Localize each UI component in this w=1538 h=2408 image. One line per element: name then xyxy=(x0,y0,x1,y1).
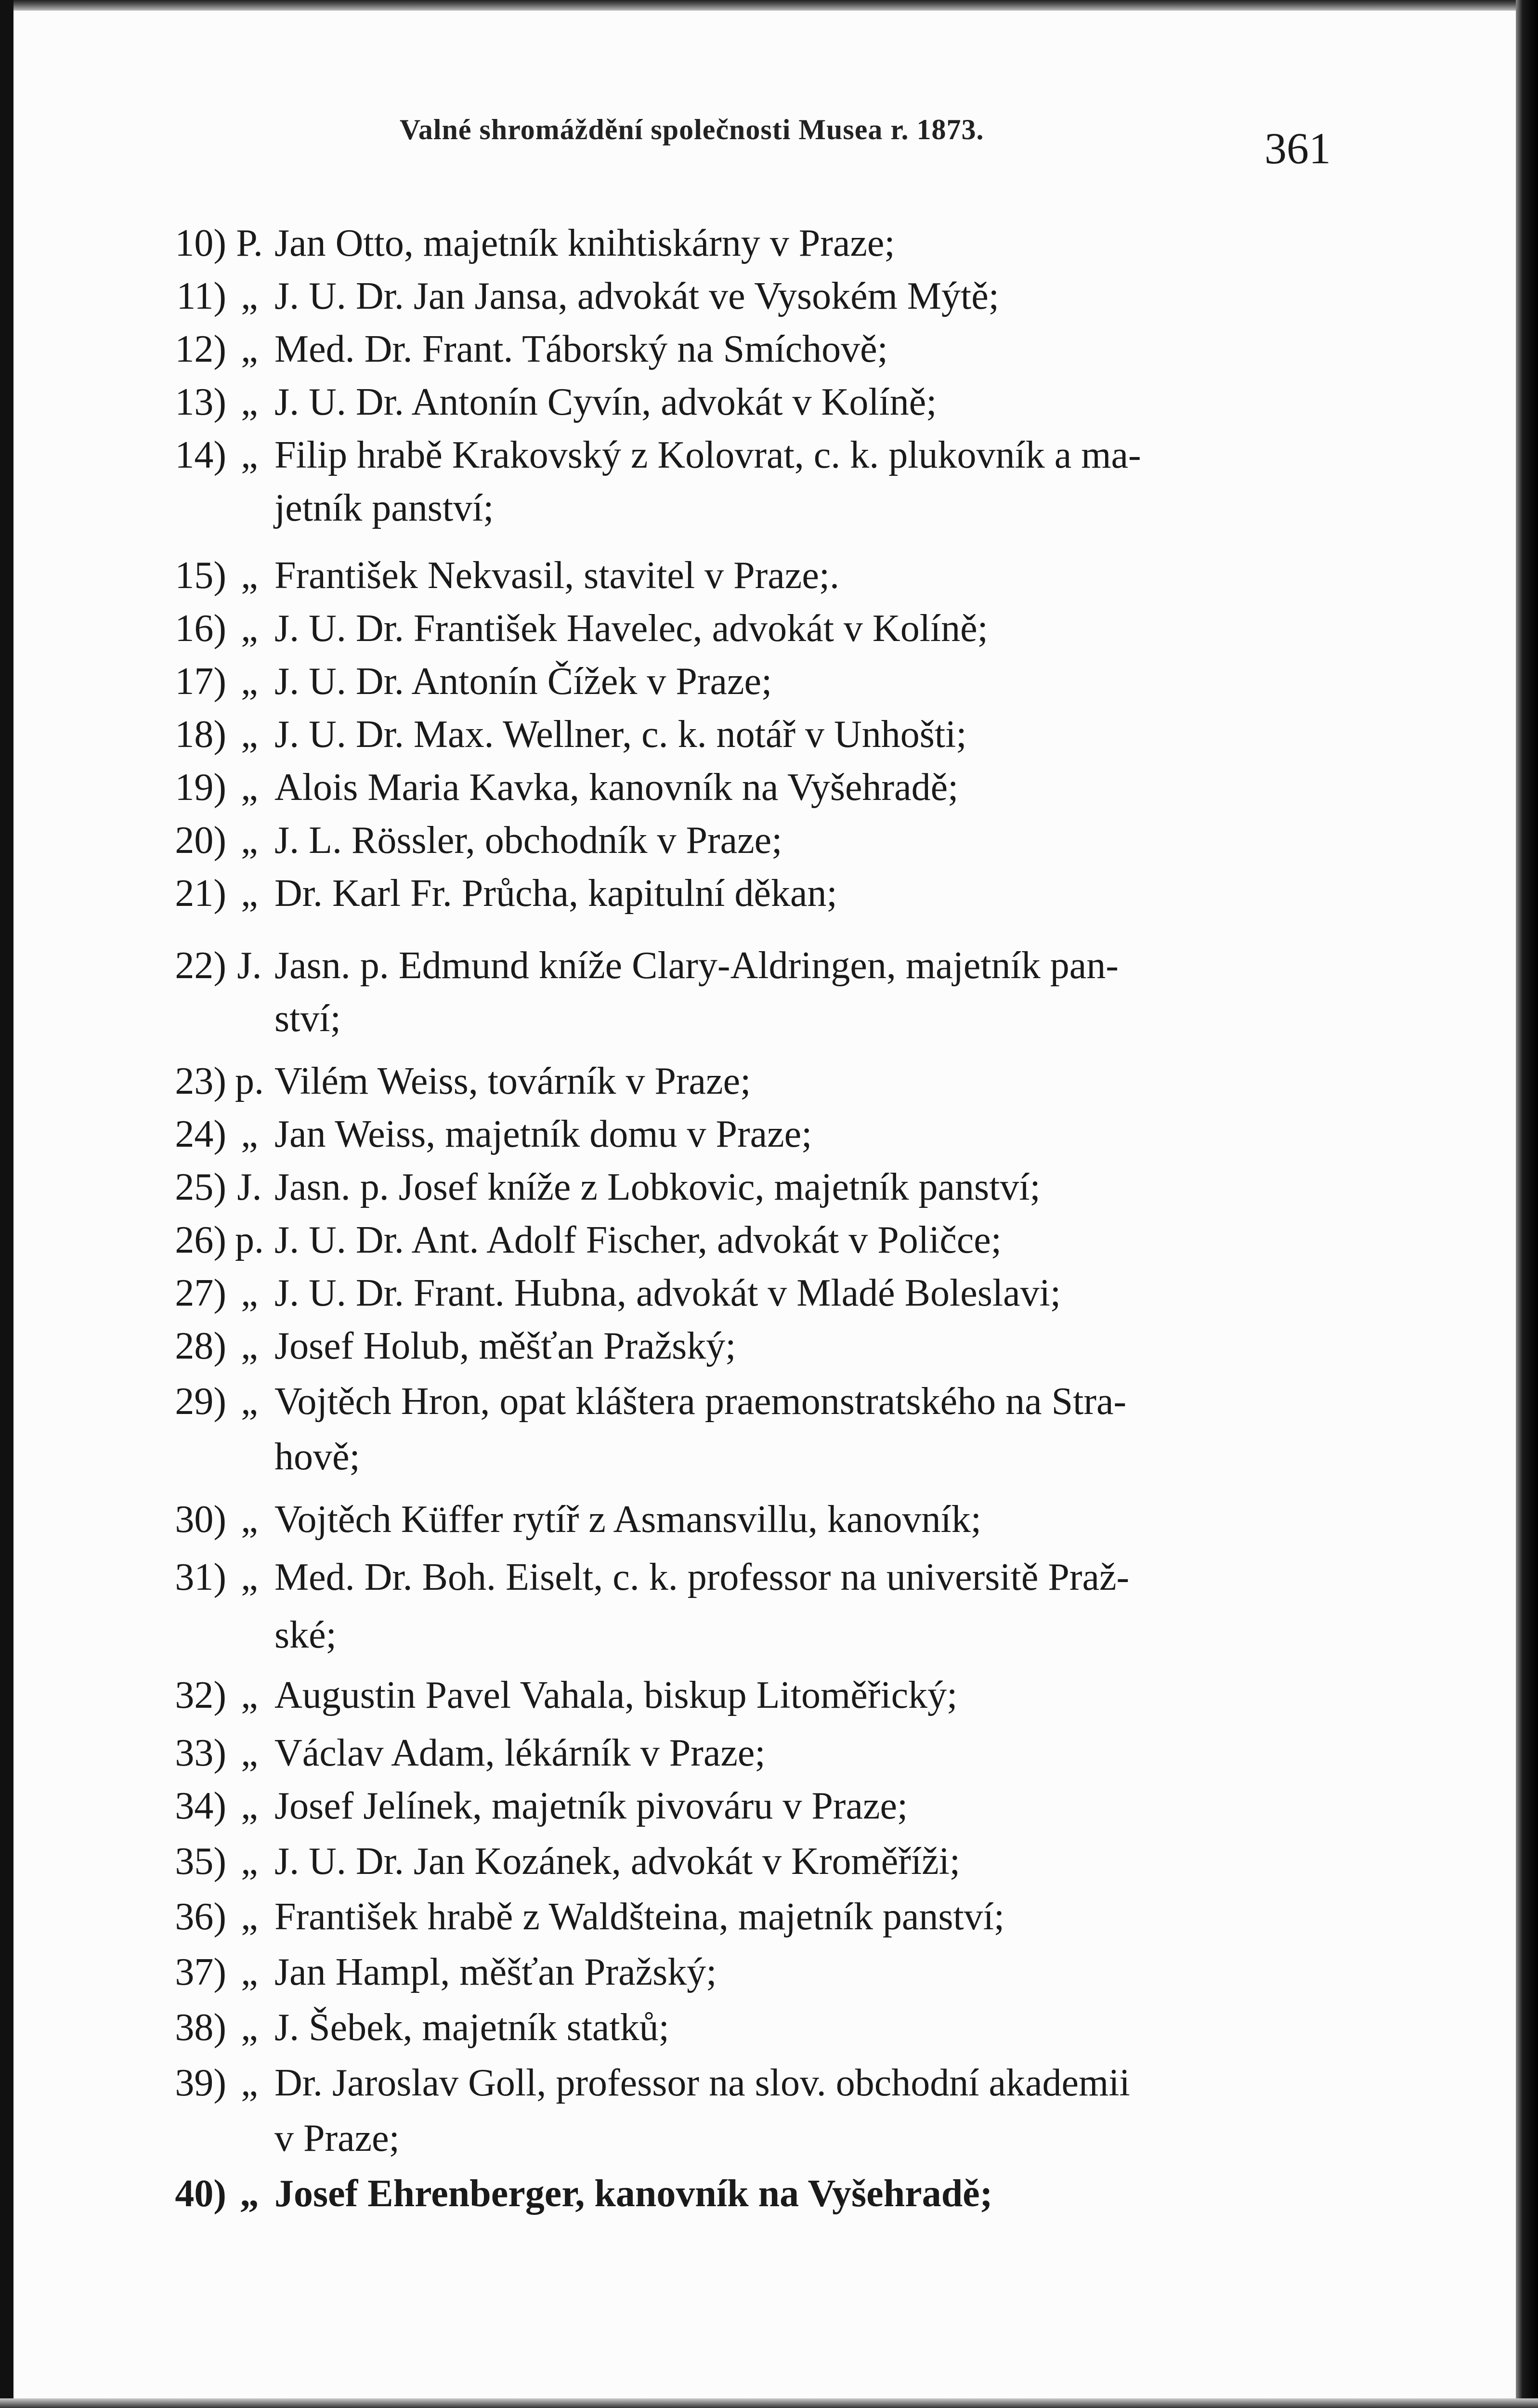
item-number: 19) xyxy=(175,766,226,809)
item-text-continuation: ství; xyxy=(274,997,341,1040)
item-prefix: „ xyxy=(240,2172,259,2215)
item-prefix: „ xyxy=(241,1325,258,1367)
item-text: Josef Holub, měšťan Pražský; xyxy=(274,1325,736,1367)
item-number: 25) xyxy=(175,1166,226,1208)
item-text: Jan Hampl, měšťan Pražský; xyxy=(274,1951,717,1993)
item-number: 10) xyxy=(175,222,226,264)
item-text: Med. Dr. Frant. Táborský na Smíchově; xyxy=(274,328,888,370)
scan-edge-right xyxy=(1516,0,1538,2408)
item-text: Filip hrabě Krakovský z Kolovrat, c. k. plukovník a ma- xyxy=(274,434,1141,476)
item-text: J. U. Dr. Ant. Adolf Fischer, advokát v Poličce; xyxy=(274,1219,1002,1261)
item-text-continuation: hově; xyxy=(274,1436,360,1478)
item-prefix: „ xyxy=(241,2062,258,2104)
item-number: 26) xyxy=(175,1219,226,1261)
item-number: 35) xyxy=(175,1840,226,1883)
item-text-continuation: v Praze; xyxy=(274,2117,400,2159)
item-text: Dr. Karl Fr. Průcha, kapitulní děkan; xyxy=(274,872,837,915)
item-prefix: „ xyxy=(241,328,258,370)
item-prefix: „ xyxy=(241,872,258,915)
item-prefix: „ xyxy=(241,434,258,476)
item-prefix: „ xyxy=(241,607,258,650)
running-header: Valné shromáždění společnosti Musea r. 1873. xyxy=(400,114,984,145)
item-text: J. Šebek, majetník statků; xyxy=(274,2006,669,2049)
item-number: 40) xyxy=(175,2172,226,2215)
item-prefix: p. xyxy=(235,1219,264,1261)
item-prefix: „ xyxy=(241,1556,258,1598)
item-text-continuation: jetník panství; xyxy=(274,487,494,529)
item-number: 24) xyxy=(175,1113,226,1155)
item-text: Josef Ehrenberger, kanovník na Vyšehradě; xyxy=(274,2172,993,2215)
item-text: J. U. Dr. Max. Wellner, c. k. notář v Unhošti; xyxy=(274,713,967,756)
item-number: 11) xyxy=(176,275,226,317)
item-number: 37) xyxy=(175,1951,226,1993)
item-text: Vilém Weiss, továrník v Praze; xyxy=(274,1060,751,1102)
item-text: Dr. Jaroslav Goll, professor na slov. obchodní akademii xyxy=(274,2062,1130,2104)
item-prefix: „ xyxy=(241,2006,258,2049)
item-text: Vojtěch Hron, opat kláštera praemonstratského na Stra- xyxy=(274,1380,1127,1423)
item-number: 13) xyxy=(175,381,226,423)
item-prefix: „ xyxy=(241,713,258,756)
item-number: 33) xyxy=(175,1732,226,1774)
item-prefix: „ xyxy=(241,554,258,597)
item-number: 28) xyxy=(175,1325,226,1367)
scan-edge-bottom xyxy=(0,2398,1538,2408)
item-number: 18) xyxy=(175,713,226,756)
item-number: 30) xyxy=(175,1498,226,1541)
item-number: 16) xyxy=(175,607,226,650)
item-number: 14) xyxy=(175,434,226,476)
item-text: J. U. Dr. Antonín Cyvín, advokát v Kolíně; xyxy=(274,381,937,423)
item-text: Václav Adam, lékárník v Praze; xyxy=(274,1732,766,1774)
item-number: 20) xyxy=(175,819,226,862)
item-text: Vojtěch Küffer rytíř z Asmansvillu, kanovník; xyxy=(274,1498,981,1541)
item-number: 15) xyxy=(175,554,226,597)
item-number: 39) xyxy=(175,2062,226,2104)
item-text: J. U. Dr. Jan Kozánek, advokát v Kroměříži; xyxy=(274,1840,961,1883)
item-prefix: „ xyxy=(241,819,258,862)
item-prefix: „ xyxy=(241,1840,258,1883)
item-number: 29) xyxy=(175,1380,226,1423)
item-text: František hrabě z Waldšteina, majetník panství; xyxy=(274,1896,1005,1938)
item-number: 34) xyxy=(175,1785,226,1827)
item-number: 22) xyxy=(175,944,226,987)
item-prefix: „ xyxy=(241,1272,258,1314)
item-number: 12) xyxy=(175,328,226,370)
item-text: Augustin Pavel Vahala, biskup Litoměřický; xyxy=(274,1674,958,1716)
item-prefix: „ xyxy=(241,1951,258,1993)
item-number: 17) xyxy=(175,660,226,703)
item-text: J. U. Dr. Jan Jansa, advokát ve Vysokém Mýtě; xyxy=(274,275,999,317)
item-text: J. U. Dr. Antonín Čížek v Praze; xyxy=(274,660,772,703)
item-text: J. U. Dr. František Havelec, advokát v Kolíně; xyxy=(274,607,988,650)
item-number: 31) xyxy=(175,1556,226,1598)
scan-edge-top xyxy=(0,0,1538,11)
item-prefix: „ xyxy=(241,1785,258,1827)
item-text: František Nekvasil, stavitel v Praze;. xyxy=(274,554,840,597)
item-number: 23) xyxy=(175,1060,226,1102)
item-prefix: J. xyxy=(237,1166,262,1208)
item-text: Alois Maria Kavka, kanovník na Vyšehradě; xyxy=(274,766,959,809)
item-number: 36) xyxy=(175,1896,226,1938)
item-text: Jan Weiss, majetník domu v Praze; xyxy=(274,1113,812,1155)
page-number: 361 xyxy=(1264,124,1331,173)
item-text-continuation: ské; xyxy=(274,1614,337,1656)
item-number: 32) xyxy=(175,1674,226,1716)
item-prefix: „ xyxy=(241,1896,258,1938)
item-prefix: „ xyxy=(241,660,258,703)
item-prefix: P. xyxy=(236,222,263,264)
item-text: J. U. Dr. Frant. Hubna, advokát v Mladé Boleslavi; xyxy=(274,1272,1061,1314)
item-prefix: „ xyxy=(241,1380,258,1423)
item-text: Jasn. p. Josef kníže z Lobkovic, majetník panství; xyxy=(274,1166,1041,1208)
scan-edge-left xyxy=(0,0,13,2408)
item-text: J. L. Rössler, obchodník v Praze; xyxy=(274,819,782,862)
item-prefix: „ xyxy=(241,1674,258,1716)
item-prefix: „ xyxy=(241,766,258,809)
item-prefix: „ xyxy=(241,1498,258,1541)
item-prefix: J. xyxy=(237,944,262,987)
item-number: 21) xyxy=(175,872,226,915)
item-prefix: „ xyxy=(241,275,258,317)
item-prefix: p. xyxy=(235,1060,264,1102)
item-prefix: „ xyxy=(241,381,258,423)
item-prefix: „ xyxy=(241,1732,258,1774)
item-number: 27) xyxy=(175,1272,226,1314)
item-text: Jan Otto, majetník knihtiskárny v Praze; xyxy=(274,222,895,264)
item-text: Jasn. p. Edmund kníže Clary-Aldringen, majetník pan- xyxy=(274,944,1119,987)
item-prefix: „ xyxy=(241,1113,258,1155)
item-text: Josef Jelínek, majetník pivováru v Praze; xyxy=(274,1785,908,1827)
item-text: Med. Dr. Boh. Eiselt, c. k. professor na universitě Praž- xyxy=(274,1556,1130,1598)
item-number: 38) xyxy=(175,2006,226,2049)
